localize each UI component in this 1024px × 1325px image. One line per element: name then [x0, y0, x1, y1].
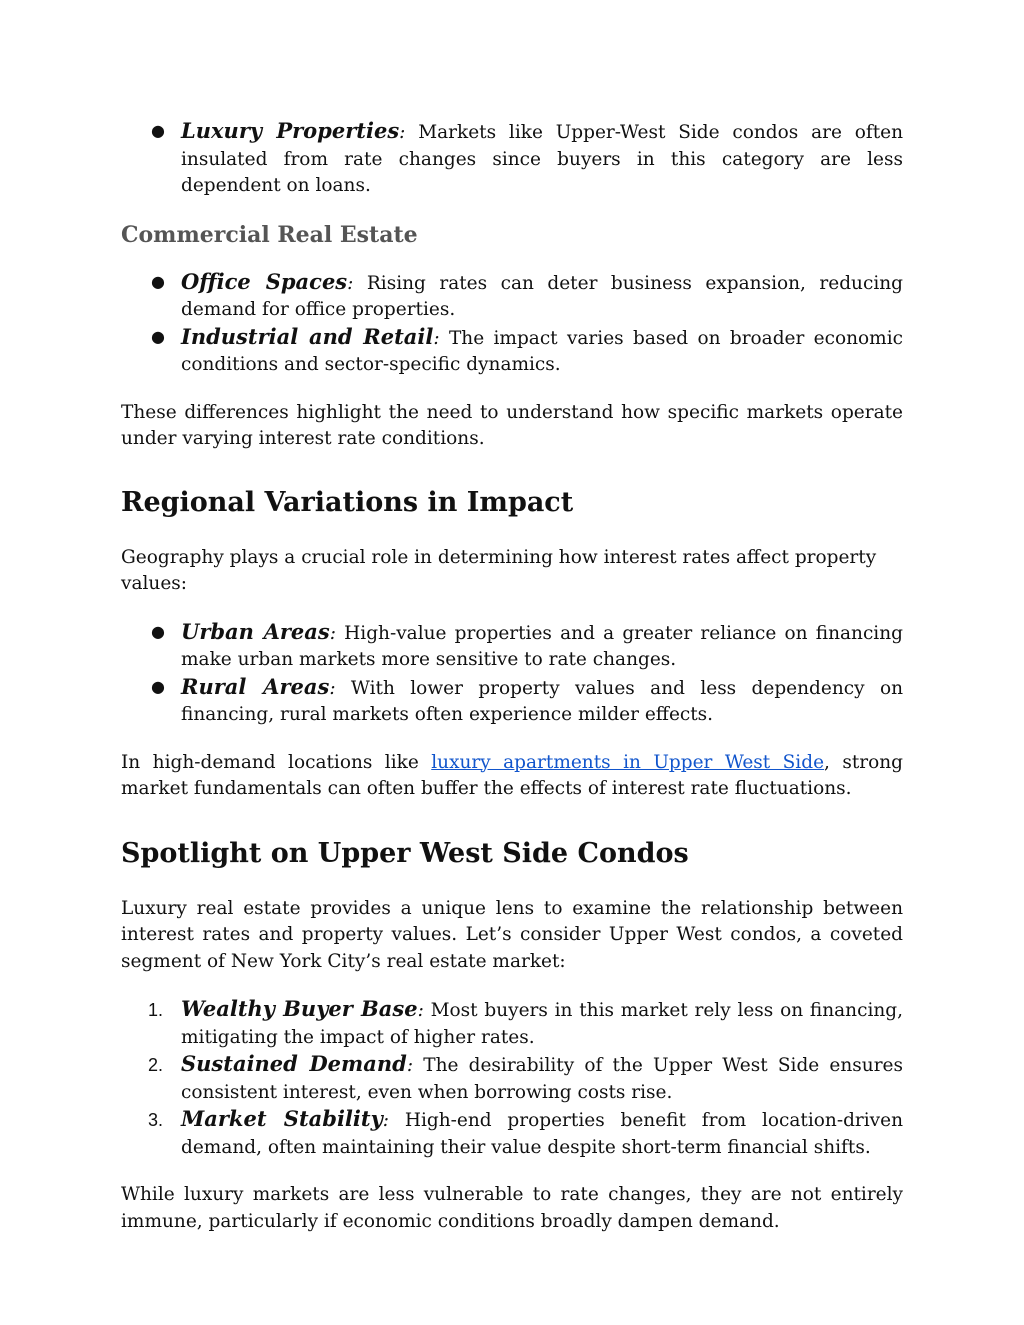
list-number: 2.: [148, 1055, 164, 1075]
list-item-term: Sustained Demand: [181, 1051, 407, 1076]
regional-list: [121, 619, 903, 729]
list-item-term: Urban Areas: [181, 618, 330, 644]
list-item: ● Rural Areas: With lower property values and less dependency on financing, rural markets often experience milder effects.: [151, 673, 903, 725]
list-item-term: Luxury Properties: [181, 118, 400, 143]
list-number: 1.: [148, 1000, 164, 1020]
list-item-text: Markets like Upper-West Side condos are often insulated from rate changes since buyers in this category are less dependent on loans.: [181, 122, 903, 196]
list-item-text: High-value properties and a greater reliance on financing make urban markets more sensitive to rate changes.: [181, 622, 903, 670]
bullet-icon: ●: [151, 326, 165, 346]
list-item-text: The impact varies based on broader economic conditions and sector-specific dynamics.: [181, 327, 903, 375]
list-item: ● Industrial and Retail: The impact varies based on broader economic conditions and sector-specific dynamics.: [151, 323, 903, 375]
list-item-text: With lower property values and less dependency on financing, rural markets often experience milder effects.: [181, 677, 903, 725]
list-item: ● Office Spaces: Rising rates can deter business expansion, reducing demand for office properties.: [151, 268, 903, 320]
list-item: 2. Sustained Demand: The desirability of the Upper West Side ensures consistent interest, even when borrowing costs rise.: [148, 1051, 903, 1103]
spotlight-heading: Spotlight on Upper West Side Condos: [121, 837, 689, 869]
regional-paragraph: In high-demand locations like luxury apartments in Upper West Side, strong market fundamentals can often buffer the effects of interest rate fluctuations.: [121, 751, 903, 799]
regional-heading: Regional Variations in Impact: [121, 486, 574, 518]
differences-paragraph: These differences highlight the need to understand how specific markets operate under varying interest rate conditions.: [121, 401, 903, 449]
regional-intro: Geography plays a crucial role in determining how interest rates affect property values:: [121, 546, 877, 594]
list-item-text: The desirability of the Upper West Side ensures consistent interest, even when borrowing costs rise.: [181, 1055, 903, 1103]
list-item-term: Rural Areas: [181, 673, 330, 699]
list-item-text: Rising rates can deter business expansion, reducing demand for office properties.: [181, 272, 903, 320]
document-page: [121, 118, 903, 1235]
spotlight-intro: Luxury real estate provides a unique lens to examine the relationship between interest rates and property values. Let’s consider Upper West condos, a coveted segment of New York City’s real estate market:: [121, 897, 903, 972]
upper-west-side-link[interactable]: luxury apartments in Upper West Side: [431, 751, 825, 773]
bullet-icon: ●: [151, 621, 165, 641]
list-item: ● Luxury Properties: Markets like Upper-West Side condos are often insulated from rate changes since buyers in this category are less dependent on loans.: [151, 118, 903, 196]
bullet-icon: ●: [151, 121, 165, 140]
list-item-term: Wealthy Buyer Base: [181, 996, 418, 1021]
list-item: 1. Wealthy Buyer Base: Most buyers in this market rely less on financing, mitigating the impact of higher rates.: [148, 996, 903, 1048]
list-item-term: Market Stability: [181, 1106, 383, 1131]
list-item: ● Urban Areas: High-value properties and a greater reliance on financing make urban markets more sensitive to rate changes.: [151, 618, 903, 670]
commercial-heading: Commercial Real Estate: [121, 221, 418, 248]
spotlight-list: [121, 996, 903, 1161]
list-item-term: Industrial and Retail: [181, 323, 434, 349]
list-item-term: Office Spaces: [181, 268, 348, 294]
list-item-text: Most buyers in this market rely less on financing, mitigating the impact of higher rates.: [181, 1000, 903, 1048]
luxury-list: [121, 118, 903, 200]
list-number: 3.: [148, 1110, 164, 1130]
list-item: 3. Market Stability: High-end properties benefit from location-driven demand, often maintaining their value despite short-term financial shifts.: [148, 1106, 903, 1158]
bullet-icon: ●: [151, 676, 165, 696]
closing-paragraph: While luxury markets are less vulnerable to rate changes, they are not entirely immune, particularly if economic conditions broadly dampen demand.: [121, 1184, 903, 1232]
commercial-list: [121, 269, 903, 379]
bullet-icon: ●: [151, 271, 165, 291]
list-item-text: High-end properties benefit from location-driven demand, often maintaining their value despite short-term financial shifts.: [181, 1110, 903, 1158]
